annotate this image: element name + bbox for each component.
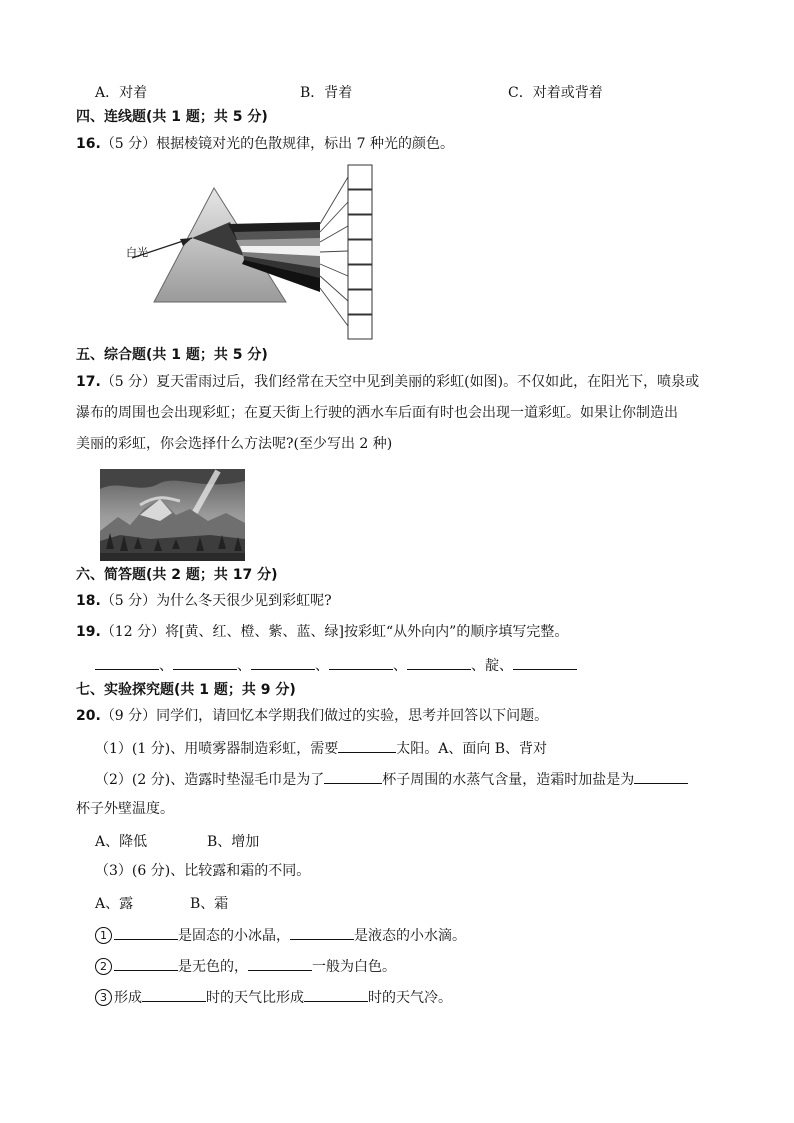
q20-c2-blank-2[interactable] <box>248 956 312 971</box>
q18-number: 18. <box>76 593 101 609</box>
q20-c3-blank-2[interactable] <box>304 987 368 1002</box>
q19-blank-5[interactable] <box>407 655 471 670</box>
separator: 、 <box>499 658 513 674</box>
q16-number: 16. <box>76 136 101 152</box>
q20-c3-blank-1[interactable] <box>142 987 206 1002</box>
q20-c2-text-b: 一般为白色。 <box>312 959 396 975</box>
q16-question <box>76 135 454 153</box>
section5-title: 五、综合题(共 1 题；共 5 分) <box>76 347 268 363</box>
separator: 、 <box>237 658 251 674</box>
q20-question <box>76 707 548 725</box>
q20-p2-text-c: 杯子外壁温度。 <box>76 801 174 817</box>
answer-box-3[interactable] <box>348 215 372 239</box>
q20-score: （9 分） <box>100 708 157 724</box>
q19-question <box>76 623 568 641</box>
q19-text: 将[黄、红、橙、紫、蓝、绿]按彩虹“从外向内”的顺序填写完整。 <box>165 624 569 640</box>
answer-box-5[interactable] <box>348 265 372 289</box>
q20-p2-option-a: A、降低 <box>95 834 148 850</box>
circled-number-2: 2 <box>95 958 112 975</box>
q20-c3-text-c: 时的天气冷。 <box>368 990 452 1006</box>
q20-p2-text-a: （2）(2 分)、造露时垫湿毛巾是为了 <box>95 772 325 788</box>
q15-option-c: C．对着或背着 <box>508 85 603 101</box>
section7-title: 七、实验探究题(共 1 题；共 9 分) <box>76 682 296 698</box>
q19-blank-2[interactable] <box>173 655 237 670</box>
q20-compare-3 <box>95 987 452 1007</box>
q17-line-2: 瀑布的周围也会出现彩虹；在夏天街上行驶的洒水车后面有时也会出现一道彩虹。如果让你制造出 <box>76 405 678 421</box>
q17-text-1: 夏天雷雨过后，我们经常在天空中见到美丽的彩虹(如图)。不仅如此，在阳光下，喷泉或 <box>156 374 700 390</box>
q20-part-2 <box>95 769 688 789</box>
white-light-label: 白光 <box>126 246 148 259</box>
q19-number: 19. <box>76 624 101 640</box>
q16-text: 根据棱镜对光的色散规律，标出 7 种光的颜色。 <box>156 136 454 152</box>
q20-intro: 同学们，请回忆本学期我们做过的实验，思考并回答以下问题。 <box>156 708 549 724</box>
q19-blank-6[interactable] <box>513 655 577 670</box>
q17-line-3: 美丽的彩虹，你会选择什么方法呢?(至少写出 2 种) <box>76 436 393 452</box>
q20-c1-text-a: 是固态的小冰晶， <box>178 928 290 944</box>
q20-number: 20. <box>76 708 101 724</box>
separator: 、 <box>159 658 173 674</box>
q20-part-1 <box>95 738 547 758</box>
q15-option-a: A．对着 <box>95 85 148 101</box>
q20-c1-blank-1[interactable] <box>114 925 178 940</box>
q17-number: 17. <box>76 374 101 390</box>
answer-box-6[interactable] <box>348 290 372 314</box>
q20-c1-text-b: 是液态的小水滴。 <box>354 928 466 944</box>
q20-c2-blank-1[interactable] <box>114 956 178 971</box>
section6-title: 六、简答题(共 2 题；共 17 分) <box>76 567 278 583</box>
connector-lines <box>320 177 348 326</box>
q18-text: 为什么冬天很少见到彩虹呢? <box>156 593 332 609</box>
q20-compare-2 <box>95 956 396 976</box>
q20-p3-option-b: B、霜 <box>190 896 229 912</box>
q19-answer-row <box>95 655 577 675</box>
q20-p1-text-b: 太阳。A、面向 B、背对 <box>396 741 548 757</box>
q20-c3-text-a: 形成 <box>114 990 142 1006</box>
q20-p2-text-b: 杯子周围的水蒸气含量，造霜时加盐是为 <box>382 772 635 788</box>
section4-title: 四、连线题(共 1 题；共 5 分) <box>76 109 268 125</box>
q18-score: （5 分） <box>100 593 157 609</box>
q19-given-color: 靛 <box>485 658 499 674</box>
answer-box-1[interactable] <box>348 165 372 189</box>
q20-p2-blank-1[interactable] <box>324 769 382 784</box>
q19-blank-3[interactable] <box>251 655 315 670</box>
q20-p2-option-b: B、增加 <box>207 834 260 850</box>
prism-dispersion-figure <box>110 160 385 342</box>
q20-c1-blank-2[interactable] <box>290 925 354 940</box>
q20-p3-option-a: A、露 <box>95 896 134 912</box>
q20-compare-1 <box>95 925 466 945</box>
q17-score: （5 分） <box>100 374 157 390</box>
circled-number-1: 1 <box>95 927 112 944</box>
q19-blank-4[interactable] <box>329 655 393 670</box>
q18-question <box>76 592 332 610</box>
separator: 、 <box>471 658 485 674</box>
q20-c2-text-a: 是无色的， <box>178 959 248 975</box>
q20-p1-blank[interactable] <box>338 738 396 753</box>
q15-option-b: B．背着 <box>300 85 353 101</box>
q16-score: （5 分） <box>100 136 157 152</box>
q19-blank-1[interactable] <box>95 655 159 670</box>
rainbow-photo <box>100 469 245 561</box>
q20-p1-text-a: （1）(1 分)、用喷雾器制造彩虹，需要 <box>95 741 339 757</box>
separator: 、 <box>315 658 329 674</box>
q20-part-3: （3）(6 分)、比较露和霜的不同。 <box>95 863 311 879</box>
circled-number-3: 3 <box>95 989 112 1006</box>
answer-box-7[interactable] <box>348 315 372 339</box>
answer-box-2[interactable] <box>348 190 372 214</box>
q17-line-1 <box>76 373 699 391</box>
q19-score: （12 分） <box>100 624 166 640</box>
q20-c3-text-b: 时的天气比形成 <box>206 990 304 1006</box>
answer-box-4[interactable] <box>348 240 372 264</box>
q20-p2-blank-2[interactable] <box>634 769 688 784</box>
separator: 、 <box>393 658 407 674</box>
